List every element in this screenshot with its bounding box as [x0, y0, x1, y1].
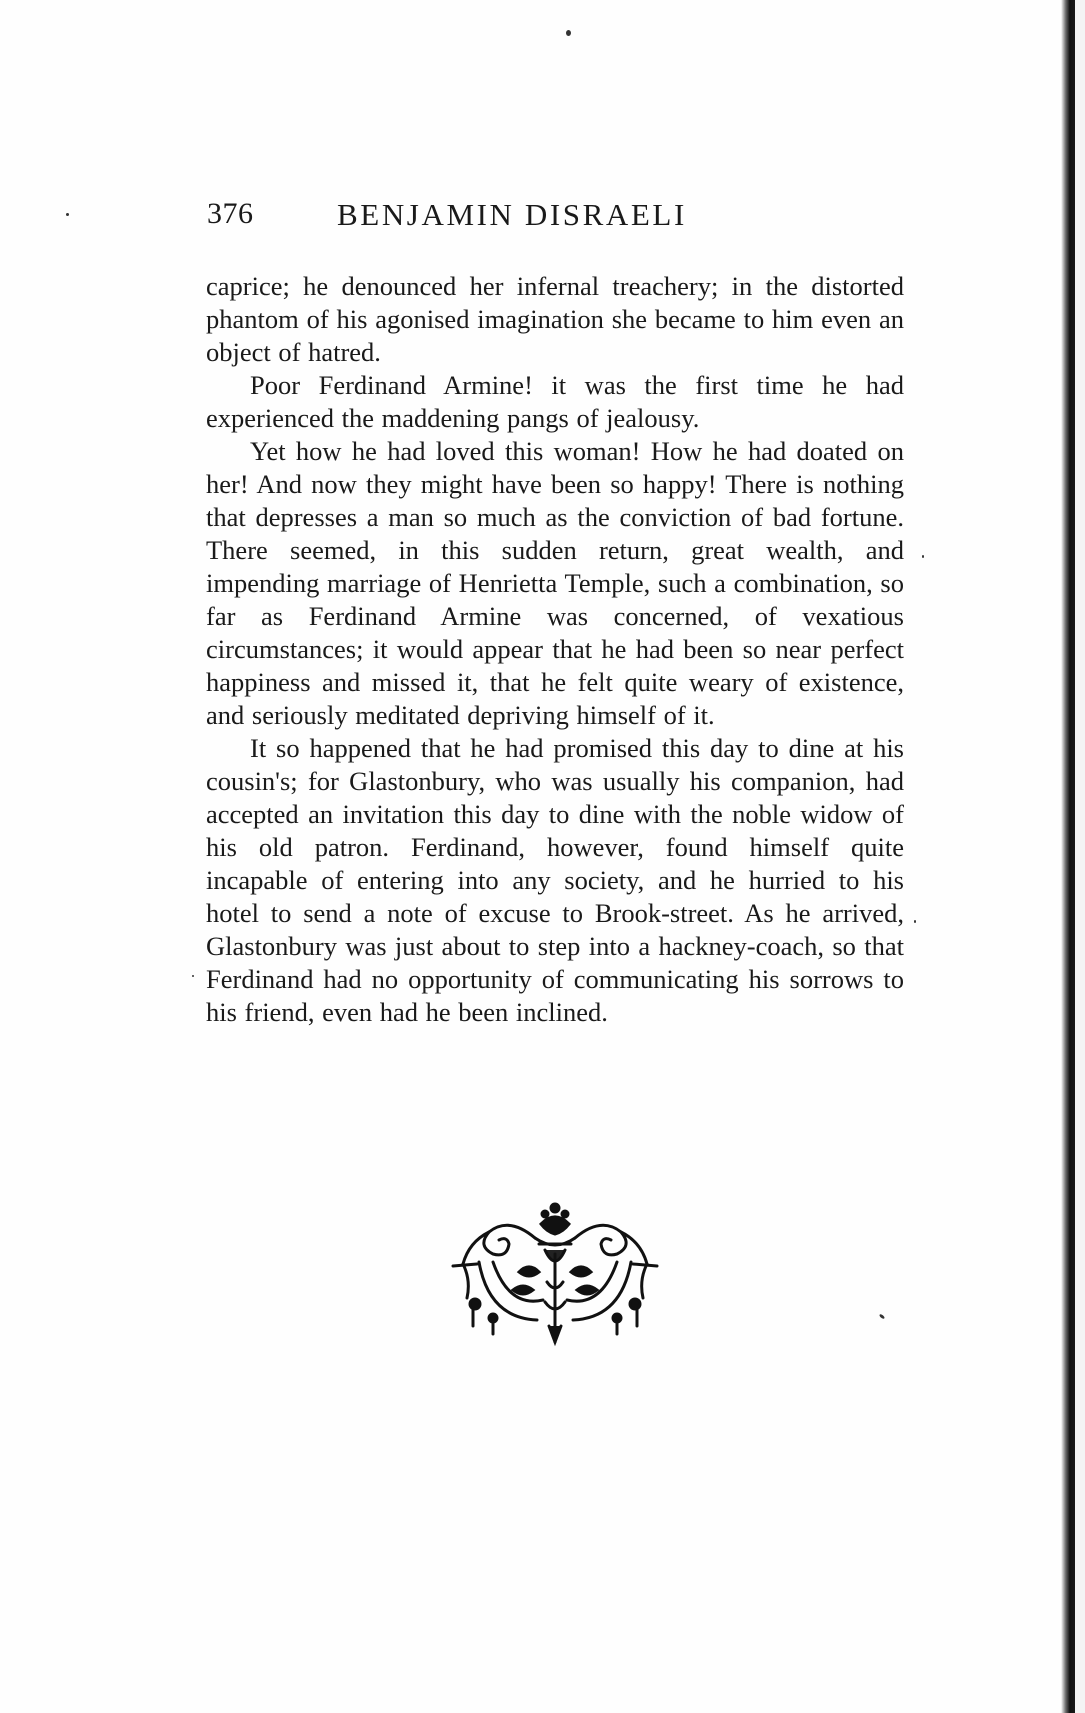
paragraph: caprice; he denounced her infernal treachery; in the distorted phantom of his agonised imagination she became to him even an object of hatred.	[206, 271, 904, 367]
page-number: 376	[207, 197, 254, 230]
print-speck	[66, 213, 69, 216]
print-speck	[922, 555, 924, 558]
print-speck	[192, 975, 194, 977]
paragraph: Poor Ferdinand Armine! it was the first time he had experienced the maddening pangs of jealousy.	[206, 370, 904, 433]
paragraph: It so happened that he had promised this day to dine at his cousin's; for Glastonbury, who was usually his companion, had accepted an invitation this day to dine with the noble widow of his old patron. Ferdinand, however, found himself quite incapable of entering into any society, and he hurried to his hotel to send a note of excuse to Brook-street. As he arrived, Glastonbury was just about to step into a hackney-coach, so that Ferdinand had no opportunity of communicating his sorrows to his friend, even had he been inclined.	[206, 733, 904, 1027]
body-text	[206, 270, 904, 1029]
print-speck	[914, 920, 916, 923]
print-speck	[879, 1313, 886, 1319]
page-header	[207, 197, 907, 247]
running-head: BENJAMIN DISRAELI	[337, 197, 687, 232]
paragraph: Yet how he had loved this woman! How he had doated on her! And now they might have been so happy! There is nothing that depresses a man so much as the conviction of bad fortune. There seemed, in this sudden return, great wealth, and impending marriage of Henrietta Temple, such a combination, so far as Ferdinand Armine was concerned, of vexatious circumstances; it would appear that he had been so near perfect happiness and missed it, that he felt quite weary of existence, and seriously meditated depriving himself of it.	[206, 436, 904, 730]
page-margin-strip	[1075, 0, 1085, 1713]
print-speck	[566, 30, 571, 36]
tailpiece-ornament-icon	[449, 1202, 661, 1350]
